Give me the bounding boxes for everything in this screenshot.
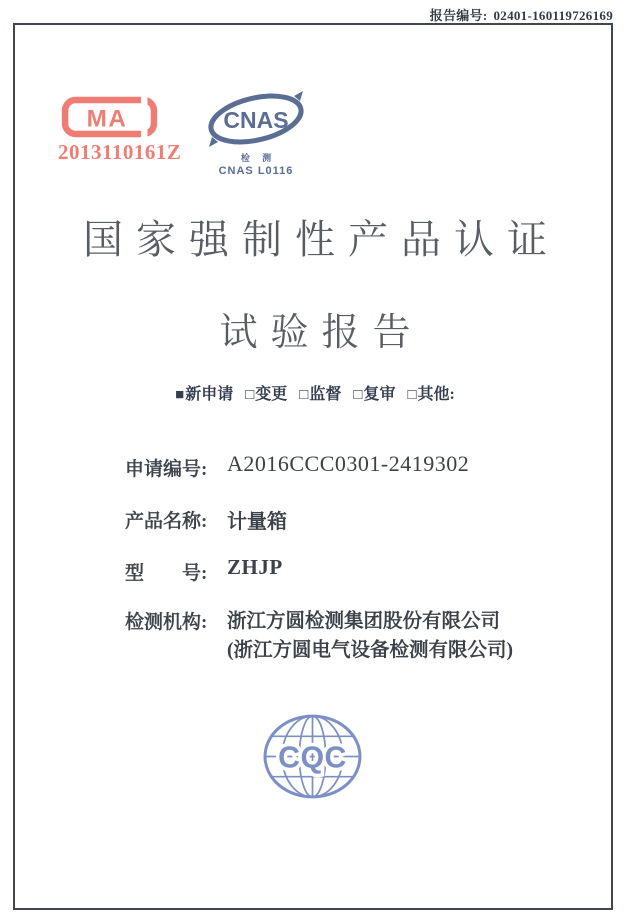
cma-notch-bottom xyxy=(141,129,147,138)
cma-logo-block xyxy=(58,96,183,165)
checkbox-new-application xyxy=(175,381,233,404)
test-lab-value-2: (浙江方圆电气设备检测有限公司) xyxy=(227,640,513,661)
cma-logo-icon xyxy=(61,96,158,138)
cma-certificate-code: 2013110161Z xyxy=(58,140,182,164)
checkbox-label: 复审 xyxy=(363,386,396,403)
checkbox-empty-icon: □ xyxy=(353,387,363,403)
cnas-logo-block xyxy=(203,89,309,177)
checkbox-empty-icon: □ xyxy=(299,387,309,403)
cqc-logo-icon xyxy=(262,710,363,803)
cqc-mark-text: CQC xyxy=(278,741,347,775)
checkbox-label: 其他: xyxy=(417,386,455,403)
application-type-row xyxy=(0,381,630,404)
checkbox-review xyxy=(353,381,395,404)
checkbox-label: 新申请 xyxy=(185,386,234,403)
cma-notch-top xyxy=(141,96,147,105)
cnas-logo-icon xyxy=(206,89,306,149)
checkbox-empty-icon: □ xyxy=(245,387,255,403)
checkbox-supervision xyxy=(299,381,341,404)
checkbox-empty-icon: □ xyxy=(407,387,417,403)
model-value: ZHJP xyxy=(227,555,283,579)
cqc-logo-block xyxy=(262,710,363,803)
cma-mark-text: MA xyxy=(86,105,128,133)
checkbox-label: 监督 xyxy=(309,386,342,403)
cnas-caption-chinese: 检 测 xyxy=(240,153,277,163)
checkbox-label: 变更 xyxy=(255,386,288,403)
test-lab-label: 检测机构: xyxy=(125,612,208,633)
test-lab-value: 浙江方圆检测集团股份有限公司 xyxy=(227,611,501,632)
application-no-value: A2016CCC0301-2419302 xyxy=(227,451,470,476)
cnas-accreditation-code: CNAS L0116 xyxy=(218,165,294,177)
model-label: 型 号: xyxy=(125,563,208,584)
document-title-line1: 国家强制性产品认证 xyxy=(83,217,560,262)
product-name-label: 产品名称: xyxy=(125,511,208,532)
checkbox-filled-icon: ■ xyxy=(175,387,185,403)
cnas-mark-text: CNAS xyxy=(223,107,289,133)
application-no-label: 申请编号: xyxy=(125,459,208,480)
checkbox-change xyxy=(245,381,287,404)
product-name-value: 计量箱 xyxy=(227,511,287,533)
report-number xyxy=(430,5,613,24)
report-number-label: 报告编号: xyxy=(429,8,488,23)
checkbox-other xyxy=(407,381,454,404)
document-title-line2: 试验报告 xyxy=(219,312,424,354)
report-number-value: 02401-160119726169 xyxy=(493,8,613,23)
